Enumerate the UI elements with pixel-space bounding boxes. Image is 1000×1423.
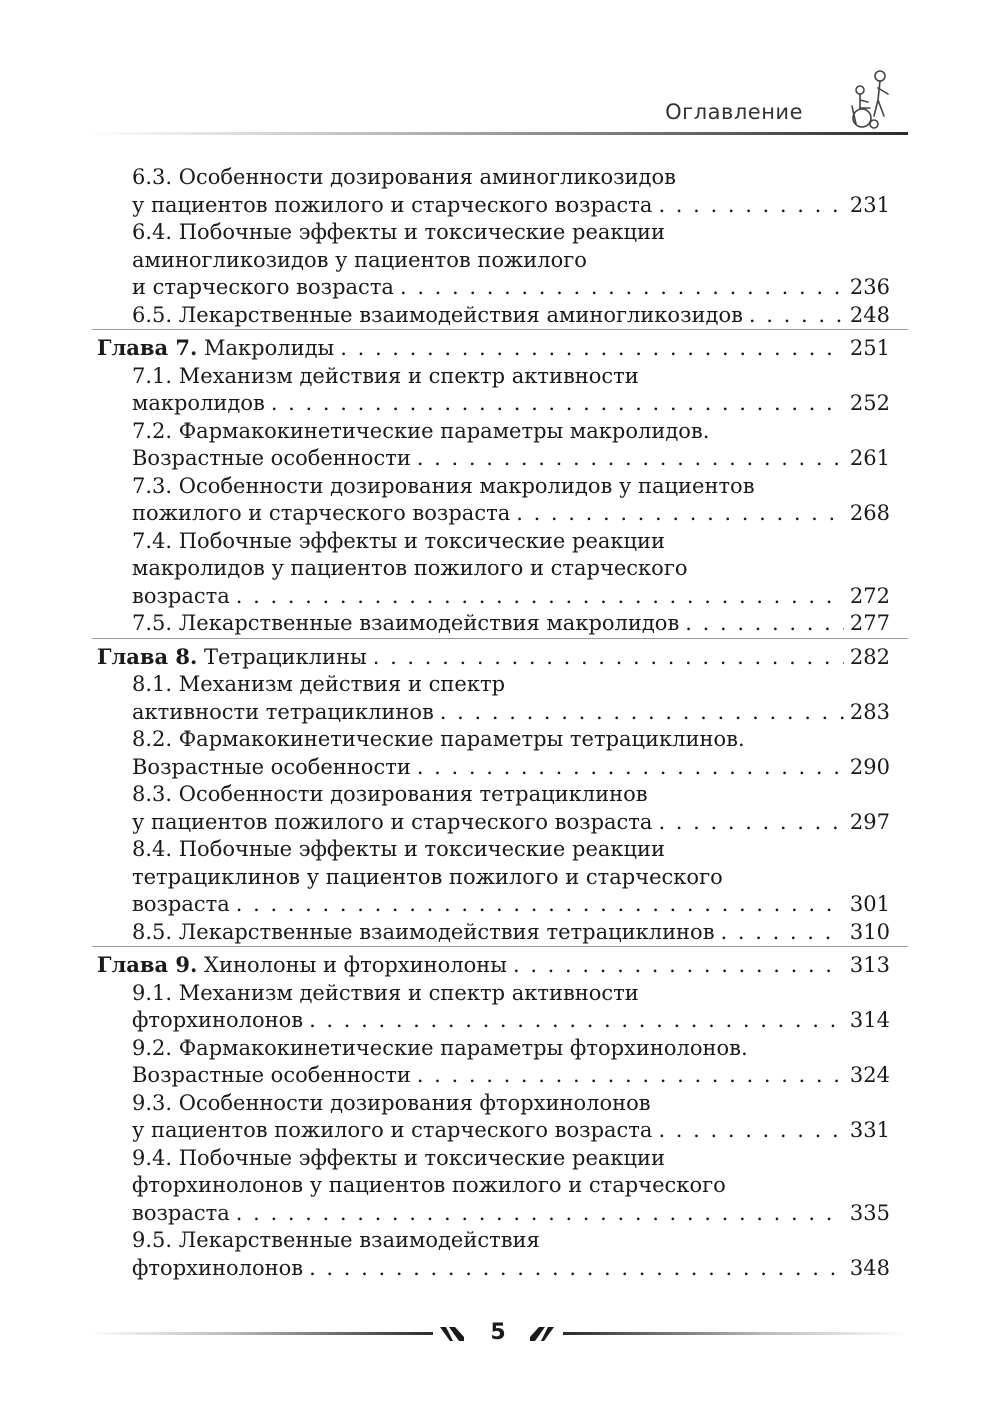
toc-page-number: 335 (849, 1200, 890, 1225)
toc-page-number: 310 (849, 919, 890, 944)
toc-entry-text: Возрастные особенности (132, 754, 411, 779)
toc-entry-text: 7.2. Фармакокинетические параметры макролидов. (132, 418, 710, 443)
dot-leader (340, 334, 844, 362)
dot-leader (516, 499, 844, 527)
dot-leader (373, 643, 844, 671)
toc-entry-line (132, 246, 587, 274)
toc-entry-text: фторхинолонов (132, 1255, 304, 1280)
dot-leader (309, 1254, 844, 1282)
toc-entry-text: макролидов у пациентов пожилого и старческого (132, 556, 688, 580)
toc-entry-text: 8.5. Лекарственные взаимодействия тетрациклинов (132, 919, 715, 944)
toc-entry-text: 8.4. Побочные эффекты и токсические реакции (132, 837, 666, 861)
toc-entry-text: у пациентов пожилого и старческого возраста (132, 192, 653, 217)
toc-entry-text: макролидов (132, 391, 265, 415)
toc-entry-line (132, 863, 723, 891)
toc-entry-text: 8.1. Механизм действия и спектр (132, 672, 506, 696)
toc-entry-line-last (132, 582, 890, 610)
toc-entry-text: 9.3. Особенности дозирования фторхинолонов (132, 1090, 651, 1115)
toc-page-number: 252 (849, 391, 890, 415)
toc-entry-line-last (132, 1254, 890, 1282)
toc-entry-line-last (132, 698, 890, 726)
dot-leader (658, 191, 843, 219)
toc-entry-text: Макролиды (197, 336, 335, 360)
toc-page-number: 272 (849, 583, 890, 608)
dot-leader (417, 753, 844, 781)
toc-entry-line-last (132, 890, 890, 918)
toc-entry-line (132, 472, 755, 500)
page-footer (88, 1318, 908, 1348)
toc-entry-line (132, 362, 639, 390)
toc-entry-line (132, 835, 665, 863)
toc-entry-line-last (132, 1116, 890, 1144)
page-number: 5 (490, 1320, 506, 1345)
toc-entry-text: Тетрациклины (197, 644, 367, 669)
toc-page-number: 297 (849, 809, 890, 834)
toc-entry-line (132, 979, 639, 1007)
toc-entry-line-last (132, 808, 890, 836)
toc-entry-text: Возрастные особенности (132, 1063, 411, 1087)
toc-page-number: 313 (849, 953, 890, 977)
toc-entry-line (132, 417, 709, 445)
dot-leader (658, 808, 843, 836)
chapter-divider (92, 329, 908, 330)
toc-entry-text: 7.1. Механизм действия и спектр активности (132, 363, 639, 388)
toc-entry-line (132, 780, 648, 808)
toc-entry-line-last (132, 1199, 890, 1227)
toc-page-number: 348 (849, 1255, 890, 1280)
toc-page-number: 290 (849, 754, 890, 779)
toc-entry-text: аминогликозидов у пациентов пожилого (132, 247, 587, 272)
toc-entry-line-last (132, 753, 890, 781)
toc-entry-line (132, 163, 676, 191)
toc-page-number: 248 (849, 302, 890, 327)
toc-entry-text: возраста (132, 583, 230, 608)
toc-entry-text: фторхинолонов (132, 1008, 304, 1032)
toc-entry-text: возраста (132, 1200, 230, 1225)
dot-leader (440, 698, 844, 726)
toc-entry-line-last (132, 1006, 890, 1034)
toc-entry-line-last (97, 951, 890, 979)
toc-entry-line-last (132, 273, 890, 301)
toc-entry-line-last (97, 643, 890, 671)
dot-leader (417, 444, 844, 472)
toc-entry-text: у пациентов пожилого и старческого возраста (132, 1118, 653, 1142)
toc-entry-text: у пациентов пожилого и старческого возраста (132, 809, 653, 834)
toc-entry-line-last (132, 301, 890, 329)
toc-entry-line-last (132, 444, 890, 472)
toc-entry-text: пожилого и старческого возраста (132, 501, 511, 525)
toc-page-number: 282 (849, 644, 890, 669)
toc-entry-text: активности тетрациклинов (132, 699, 434, 724)
toc-entry-text: 7.4. Побочные эффекты и токсические реакции (132, 528, 666, 553)
chapter-label: Глава 9. (97, 952, 198, 977)
toc-entry-text: Возрастные особенности (132, 446, 411, 470)
toc-entry-line (132, 218, 665, 246)
dot-leader (513, 951, 844, 979)
header-rule (88, 132, 908, 135)
ornament-right-icon (528, 1326, 554, 1342)
chapter-divider (92, 638, 908, 639)
toc-entry-text: и старческого возраста (132, 275, 394, 299)
toc-entry-text: 6.4. Побочные эффекты и токсические реакции (132, 220, 666, 244)
dot-leader (417, 1061, 844, 1089)
toc-entry-text: тетрациклинов у пациентов пожилого и старческого (132, 864, 723, 889)
toc-page-number: 261 (849, 446, 890, 470)
toc-entry-line-last (132, 191, 890, 219)
dot-leader (721, 918, 844, 946)
footer-rule-right (563, 1332, 908, 1335)
toc-page-number: 268 (849, 501, 890, 525)
dot-leader (400, 273, 844, 301)
toc-entry-line (132, 554, 687, 582)
toc-entry-text: 9.2. Фармакокинетические параметры фторхинолонов. (132, 1035, 748, 1060)
toc-entry-line (132, 1171, 726, 1199)
chapter-divider (92, 946, 908, 947)
toc-entry-line-last (132, 389, 890, 417)
toc-entry-line-last (132, 918, 890, 946)
toc-entry-line (132, 1144, 665, 1172)
toc-page-number: 331 (849, 1118, 890, 1142)
toc-entry-line (132, 1034, 748, 1062)
toc-entry-text: 9.5. Лекарственные взаимодействия (132, 1228, 540, 1252)
toc-entry-line-last (132, 609, 890, 637)
dot-leader (236, 582, 844, 610)
chapter-label: Глава 8. (97, 643, 198, 669)
toc-entry-line (132, 1226, 540, 1254)
dot-leader (271, 389, 844, 417)
toc-entry-line-last (132, 1061, 890, 1089)
toc-entry-text: возраста (132, 892, 230, 916)
dot-leader (749, 301, 844, 329)
toc-entry-text: фторхинолонов у пациентов пожилого и старческого (132, 1173, 726, 1197)
dot-leader (236, 890, 844, 918)
toc-entry-text: 7.5. Лекарственные взаимодействия макролидов (132, 611, 680, 635)
toc-entry-text: 7.3. Особенности дозирования макролидов у пациентов (132, 473, 755, 498)
dot-leader (658, 1116, 843, 1144)
toc-page-number: 231 (849, 192, 890, 217)
ornament-left-icon (440, 1326, 466, 1342)
toc-entry-line (132, 670, 505, 698)
toc-entry-text: 6.5. Лекарственные взаимодействия аминогликозидов (132, 302, 743, 327)
footer-rule-left (88, 1332, 433, 1335)
toc-entry-text: 6.3. Особенности дозирования аминогликозидов (132, 165, 676, 189)
toc-page-number: 324 (849, 1063, 890, 1087)
chapter-label: Глава 7. (97, 335, 198, 360)
toc-page-number: 277 (849, 611, 890, 635)
toc-entry-text: 8.2. Фармакокинетические параметры тетрациклинов. (132, 727, 745, 751)
toc-entry-line (132, 527, 665, 555)
toc-entry-line-last (97, 334, 890, 362)
toc-entry-line (132, 1089, 651, 1117)
dot-leader (685, 609, 844, 637)
dot-leader (236, 1199, 844, 1227)
toc-entry-line (132, 725, 745, 753)
page-header (88, 60, 908, 140)
toc-page-number: 301 (849, 892, 890, 916)
toc-page-number: 251 (849, 336, 890, 360)
toc-page-number: 314 (849, 1008, 890, 1032)
toc-entry-text: 9.1. Механизм действия и спектр активности (132, 980, 639, 1005)
toc-entry-text: Хинолоны и фторхинолоны (197, 953, 507, 977)
toc-entry-line-last (132, 499, 890, 527)
toc-entry-text: 9.4. Побочные эффекты и токсические реакции (132, 1145, 666, 1170)
toc-page-number: 283 (849, 699, 890, 724)
elderly-people-wheelchair-icon (844, 66, 898, 132)
toc-page-number: 236 (849, 275, 890, 299)
dot-leader (309, 1006, 844, 1034)
running-header-title: Оглавление (665, 100, 803, 124)
toc-entry-text: 8.3. Особенности дозирования тетрациклинов (132, 782, 648, 806)
